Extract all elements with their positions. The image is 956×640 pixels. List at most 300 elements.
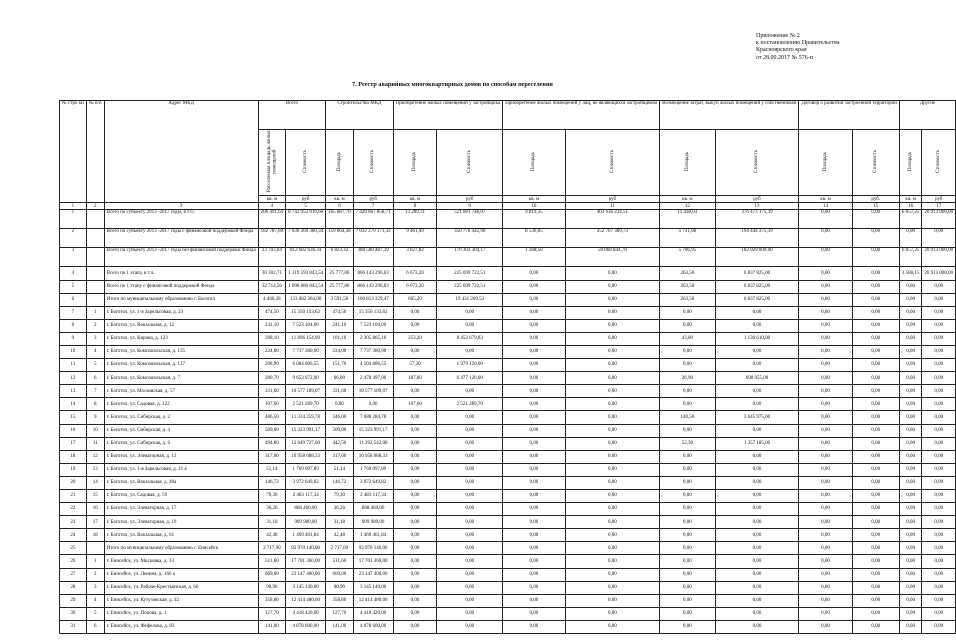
column-number: 6 [326,203,354,210]
value-cell: 0,00 [899,555,922,568]
address-cell: г. Боготол, ул. 1-я Зарельсовая, д. 23 [104,306,258,319]
value-cell: 0,00 [799,620,852,633]
value-cell: 0,00 [393,437,437,450]
table-row [60,450,956,463]
value-cell: 0,00 [565,293,660,306]
value-cell: 2 521 289,70 [437,398,503,411]
value-cell: 6 673,20 [393,267,437,280]
unit-m2: кв. м [660,196,715,203]
value-cell: 0,00 [437,319,503,332]
value-cell: 0,00 [852,229,899,248]
pp-number-cell: 16 [86,503,104,516]
unit-rub: руб [353,196,393,203]
value-cell: 511,60 [326,555,354,568]
value-cell: 9 819,35 [503,210,565,229]
value-cell: 0,00 [799,607,852,620]
value-cell: 0,00 [799,372,852,385]
value-cell: 0,00 [799,594,852,607]
value-cell: 0,00 [565,411,660,424]
value-cell: 0,00 [503,568,565,581]
value-cell: 0,00 [799,450,852,463]
row-number-cell: 5 [60,280,87,293]
pp-number-cell: 1 [86,306,104,319]
value-cell: 3 972 649,82 [353,476,393,489]
column-number: 14 [799,203,852,210]
address-cell: г. Енисейск, ул. Ленина, д. 160 а [104,568,258,581]
table-row [60,568,956,581]
pp-number-cell: 15 [86,490,104,503]
pp-number-cell: 3 [86,581,104,594]
value-cell: 25 777,86 [326,267,354,280]
subheader-area: Площадь [503,130,565,196]
value-cell: 0,00 [503,437,565,450]
column-number-row [60,203,956,210]
value-cell: 0,00 [660,529,715,542]
value-cell: 2 483 117,34 [286,490,326,503]
value-cell: 36,26 [326,503,354,516]
subheader-cost: Стоимость [565,130,660,196]
value-cell: 0,00 [393,529,437,542]
table-row [60,332,956,345]
value-cell: 376 473 175,39 [715,210,799,229]
value-cell: 0,00 [660,490,715,503]
value-cell: 0,00 [899,280,922,293]
value-cell: 52,30 [660,437,715,450]
address-cell: Всего по субъекту 2013 -2017 годы, в т.ч.: [104,210,258,229]
value-cell: 0,00 [715,490,799,503]
value-cell: 0,00 [393,568,437,581]
column-number: 13 [715,203,799,210]
value-cell: 0,00 [715,516,799,529]
value-cell: 90,90 [326,581,354,594]
value-cell: 0,00 [899,437,922,450]
value-cell: 358,80 [258,594,286,607]
value-cell: 0,00 [899,620,922,633]
value-cell: 6 673,20 [393,280,437,293]
row-number-cell: 8 [60,319,87,332]
pp-number-cell [86,267,104,280]
value-cell: 206 491,64 [258,210,286,229]
column-number: 11 [565,203,660,210]
value-cell: 0,00 [799,424,852,437]
value-cell: 0,00 [852,306,899,319]
value-cell: 0,00 [715,620,799,633]
value-cell: 0,00 [437,463,503,476]
value-cell: 79,30 [258,490,286,503]
value-cell: 0,00 [799,280,852,293]
value-cell: 0,00 [503,332,565,345]
value-cell: 0,00 [660,607,715,620]
value-cell: 0,00 [503,319,565,332]
value-cell: 7 032 279 171,32 [353,229,393,248]
value-cell: 31,18 [326,516,354,529]
address-cell: г. Енисейск, ул. Фефелова, д. 83 [104,620,258,633]
value-cell: 868 460,00 [353,503,393,516]
value-cell: 51,14 [258,463,286,476]
value-cell: 0,00 [799,248,852,267]
row-number-cell: 26 [60,555,87,568]
value-cell: 0,00 [922,229,956,248]
row-number-cell: 9 [60,332,87,345]
table-row [60,229,956,248]
value-cell: 0,00 [715,529,799,542]
value-cell: 0,00 [715,359,799,372]
value-cell: 0,00 [852,210,899,229]
value-cell: 10 577 189,07 [353,385,393,398]
value-cell: 0,00 [393,306,437,319]
address-cell: Всего по субъекту 2013 -2017 годы с финансовой поддержкой Фонда [104,229,258,248]
value-cell: 23 147 400,00 [353,568,393,581]
value-cell: 3 145 140,00 [353,581,393,594]
row-number-cell: 20 [60,476,87,489]
value-cell: 0,00 [799,411,852,424]
value-cell: 0,00 [660,594,715,607]
value-cell: 7 420 867 858,71 [353,210,393,229]
value-cell: 0,00 [393,411,437,424]
table-row [60,437,956,450]
value-cell: 7 523 104,00 [353,319,393,332]
value-cell: 194 444 375,39 [715,229,799,248]
value-cell: 0,00 [565,385,660,398]
value-cell: 0,00 [852,581,899,594]
value-cell: 0,00 [899,476,922,489]
value-cell: 0,00 [852,529,899,542]
value-cell: 4 418 420,00 [353,607,393,620]
value-cell: 0,00 [899,372,922,385]
value-cell: 3 591,58 [326,293,354,306]
value-cell: 511,60 [258,555,286,568]
value-cell: 0,00 [503,476,565,489]
pp-number-cell: 2 [86,568,104,581]
value-cell: 0,00 [437,490,503,503]
value-cell: 866 143 296,03 [353,267,393,280]
value-cell: 0,00 [503,450,565,463]
table-row [60,594,956,607]
value-cell: 0,00 [922,385,956,398]
value-cell: 0,00 [437,306,503,319]
value-cell: 0,00 [899,463,922,476]
pp-number-cell: 10 [86,424,104,437]
row-number-cell: 24 [60,529,87,542]
value-cell: 0,00 [799,267,852,280]
value-cell: 0,00 [503,463,565,476]
value-cell: 10 958 688,33 [353,450,393,463]
value-cell: 0,00 [899,516,922,529]
pp-number-cell: 8 [86,398,104,411]
value-cell: 4 104 886,55 [353,359,393,372]
value-cell: 12 414 480,00 [286,594,326,607]
value-cell: 9 653 672,00 [286,372,326,385]
value-cell: 812 682 636,34 [286,248,326,267]
value-cell: 0,00 [326,398,354,411]
table-row [60,345,956,358]
value-cell: 0,00 [715,450,799,463]
value-cell: 474,50 [326,306,354,319]
value-cell: 4 418 420,00 [286,607,326,620]
value-cell: 51,14 [326,463,354,476]
table-row [60,516,956,529]
column-number: 3 [104,203,258,210]
value-cell: 0,00 [715,503,799,516]
value-cell: 43,80 [660,332,715,345]
value-cell: 10 577 189,07 [286,385,326,398]
value-cell: 0,00 [565,555,660,568]
value-cell: 0,00 [437,476,503,489]
value-cell: 1 769 097,89 [353,463,393,476]
value-cell: 398,10 [258,332,286,345]
value-cell: 0,00 [899,345,922,358]
value-cell: 0,00 [852,345,899,358]
value-cell: 5 706,95 [660,248,715,267]
value-cell: 0,00 [852,463,899,476]
table-row [60,319,956,332]
table-row [60,424,956,437]
value-cell: 403 636 234,51 [565,210,660,229]
value-cell: 7 737 380,90 [353,345,393,358]
table-row [60,248,956,267]
value-cell: 0,00 [353,398,393,411]
value-cell: 0,00 [565,306,660,319]
value-cell: 23 703,84 [258,248,286,267]
row-number-cell: 6 [60,293,87,306]
value-cell: 0,00 [503,424,565,437]
value-cell: 0,00 [393,450,437,463]
value-cell: 0,00 [899,490,922,503]
value-cell: 0,00 [660,424,715,437]
column-number: 12 [660,203,715,210]
value-cell: 0,00 [922,568,956,581]
value-cell: 669,00 [326,568,354,581]
value-cell: 5 731,08 [660,229,715,248]
header-dev-contract: Договор о развитии застроенной территории [799,101,899,130]
value-cell: 0,00 [660,503,715,516]
pp-number-cell: 4 [86,345,104,358]
value-cell: 10 958 688,33 [286,450,326,463]
value-cell: 0,00 [503,503,565,516]
unit-rub: руб [437,196,503,203]
value-cell: 0,00 [715,306,799,319]
address-cell: г. Енисейск, ул. Рабоче-Крестьянская, д. 66 [104,581,258,594]
value-cell: 0,00 [899,319,922,332]
value-cell: 0,00 [503,529,565,542]
table-row [60,385,956,398]
pp-number-cell: 17 [86,516,104,529]
pp-number-cell [86,248,104,267]
table-row [60,555,956,568]
value-cell: 253,20 [393,332,437,345]
value-cell: 0,00 [715,607,799,620]
value-cell: 127,70 [258,607,286,620]
value-cell: 494,80 [258,437,286,450]
column-number: 8 [393,203,437,210]
address-cell: г. Боготол, ул. Садовая, д. 59 [104,490,258,503]
value-cell: 7 930 269 380,34 [286,229,326,248]
row-number-cell: 11 [60,359,87,372]
value-cell: 0,00 [922,306,956,319]
registry-table [59,100,956,634]
value-cell: 0,00 [715,463,799,476]
value-cell: 0,00 [715,581,799,594]
value-cell: 0,00 [922,372,956,385]
column-number: 5 [286,203,326,210]
value-cell: 0,00 [437,411,503,424]
value-cell: 509,00 [326,424,354,437]
value-cell: 0,00 [393,319,437,332]
pp-number-cell: 12 [86,450,104,463]
value-cell: 0,00 [393,620,437,633]
row-number-cell: 19 [60,463,87,476]
row-number-cell: 28 [60,581,87,594]
value-cell: 0,00 [922,359,956,372]
address-cell: г. Боготол, ул. Кирова, д. 123 [104,332,258,345]
value-cell: 0,00 [852,607,899,620]
address-cell: г. Боготол, ул. Сибирская, д. 4 [104,424,258,437]
value-cell: 0,00 [503,555,565,568]
value-cell: 20 913 000,00 [922,267,956,280]
value-cell: 0,00 [899,594,922,607]
column-number: 1 [60,203,87,210]
value-cell: 0,00 [852,555,899,568]
value-cell: 0,00 [393,555,437,568]
value-cell: 0,00 [715,555,799,568]
value-cell: 0,00 [565,424,660,437]
unit-rub: руб [286,196,326,203]
value-cell: 3 972 649,82 [286,476,326,489]
pp-number-cell: 13 [86,463,104,476]
pp-number-cell [86,210,104,229]
header-pp-number: № п/п [86,101,104,203]
value-cell: 0,00 [799,319,852,332]
value-cell: 20 913 000,00 [922,210,956,229]
value-cell: 0,00 [899,424,922,437]
value-cell: 0,00 [799,359,852,372]
value-cell: 0,00 [437,581,503,594]
value-cell: 2 521 289,70 [286,398,326,411]
address-cell: г. Боготол, ул. Элеваторная, д. 19 [104,516,258,529]
value-cell: 0,00 [565,607,660,620]
value-cell: 0,00 [715,476,799,489]
value-cell: 0,00 [715,319,799,332]
value-cell: 0,00 [922,594,956,607]
header-other: Другие [899,101,955,130]
address-cell: г. Боготол, ул. Элеваторная, д. 17 [104,503,258,516]
value-cell: 0,00 [799,568,852,581]
value-cell: 486,50 [258,411,286,424]
value-cell: 0,00 [852,293,899,306]
value-cell: 346,00 [326,411,354,424]
pp-number-cell: 14 [86,476,104,489]
value-cell: 0,00 [565,516,660,529]
value-cell: 93 970 140,00 [353,542,393,555]
value-cell: 0,00 [922,490,956,503]
appendix-line: от 28.09.2017 № 576-п [756,54,813,61]
pp-number-cell [86,229,104,248]
value-cell: 15 323 991,17 [286,424,326,437]
value-cell: 0,00 [799,306,852,319]
value-cell: 0,00 [899,306,922,319]
value-cell: 11 334 259,78 [286,411,326,424]
unit-m2: кв. м [258,196,286,203]
value-cell: 0,00 [660,359,715,372]
value-cell: 127,70 [326,607,354,620]
value-cell: 909 980,00 [286,516,326,529]
value-cell: 4 460,28 [258,293,286,306]
value-cell: 0,00 [852,424,899,437]
value-cell: 106 813 329,47 [353,293,393,306]
value-cell: 0,00 [565,490,660,503]
value-cell: 0,00 [799,398,852,411]
table-row [60,398,956,411]
row-number-cell: 16 [60,424,87,437]
value-cell: 0,00 [899,607,922,620]
value-cell: 0,00 [660,542,715,555]
pp-number-cell: 4 [86,594,104,607]
value-cell: 0,00 [437,607,503,620]
value-cell: 0,00 [660,620,715,633]
header-address: Адрес МКД [104,101,258,203]
value-cell: 0,00 [715,345,799,358]
value-cell: 0,00 [922,476,956,489]
value-cell: 0,00 [899,293,922,306]
value-cell: 0,00 [437,516,503,529]
value-cell: 0,00 [660,306,715,319]
table-row [60,280,956,293]
value-cell: 0,00 [437,529,503,542]
value-cell: 0,00 [852,568,899,581]
value-cell: 30 302,71 [258,267,286,280]
unit-rub: руб [715,196,799,203]
value-cell: 1 119 593 843,54 [286,267,326,280]
value-cell: 0,00 [503,306,565,319]
value-cell: 224,00 [326,345,354,358]
table-row [60,293,956,306]
value-cell: 50 868 844,78 [565,248,660,267]
row-number-cell: 2 [60,229,87,248]
value-cell: 11 292 542,00 [353,437,393,450]
column-number: 7 [353,203,393,210]
value-cell: 1 769 097,89 [286,463,326,476]
unit-m2: кв. м [799,196,852,203]
value-cell: 224,00 [258,345,286,358]
value-cell: 352 767 389,73 [565,229,660,248]
header-acquire-developer: Приобретение жилых помещений у застройщика [393,101,503,130]
value-cell: 0,00 [503,267,565,280]
value-cell: 0,00 [503,385,565,398]
value-cell: 0,00 [437,620,503,633]
value-cell: 0,00 [393,503,437,516]
subheader-area: Площадь [899,130,922,196]
value-cell: 146,72 [258,476,286,489]
value-cell: 0,00 [437,555,503,568]
value-cell: 0,00 [437,542,503,555]
address-cell: г. Боготол, ул. Комсомольская, д. 137 [104,359,258,372]
value-cell: 0,00 [852,248,899,267]
value-cell: 0,00 [565,372,660,385]
address-cell: Всего по 1 этапу, в т.ч. [104,267,258,280]
value-cell: 0,00 [899,359,922,372]
value-cell: 3 588,15 [899,267,922,280]
value-cell: 57,20 [393,359,437,372]
value-cell: 140,50 [660,411,715,424]
value-cell: 263,50 [660,280,715,293]
value-cell: 225 699 722,51 [437,280,503,293]
value-cell: 0,00 [503,581,565,594]
header-total: Всего [258,101,326,130]
unit-m2: кв. м [393,196,437,203]
value-cell: 0,00 [922,450,956,463]
subheader-area: Площадь [799,130,852,196]
pp-number-cell: 6 [86,372,104,385]
